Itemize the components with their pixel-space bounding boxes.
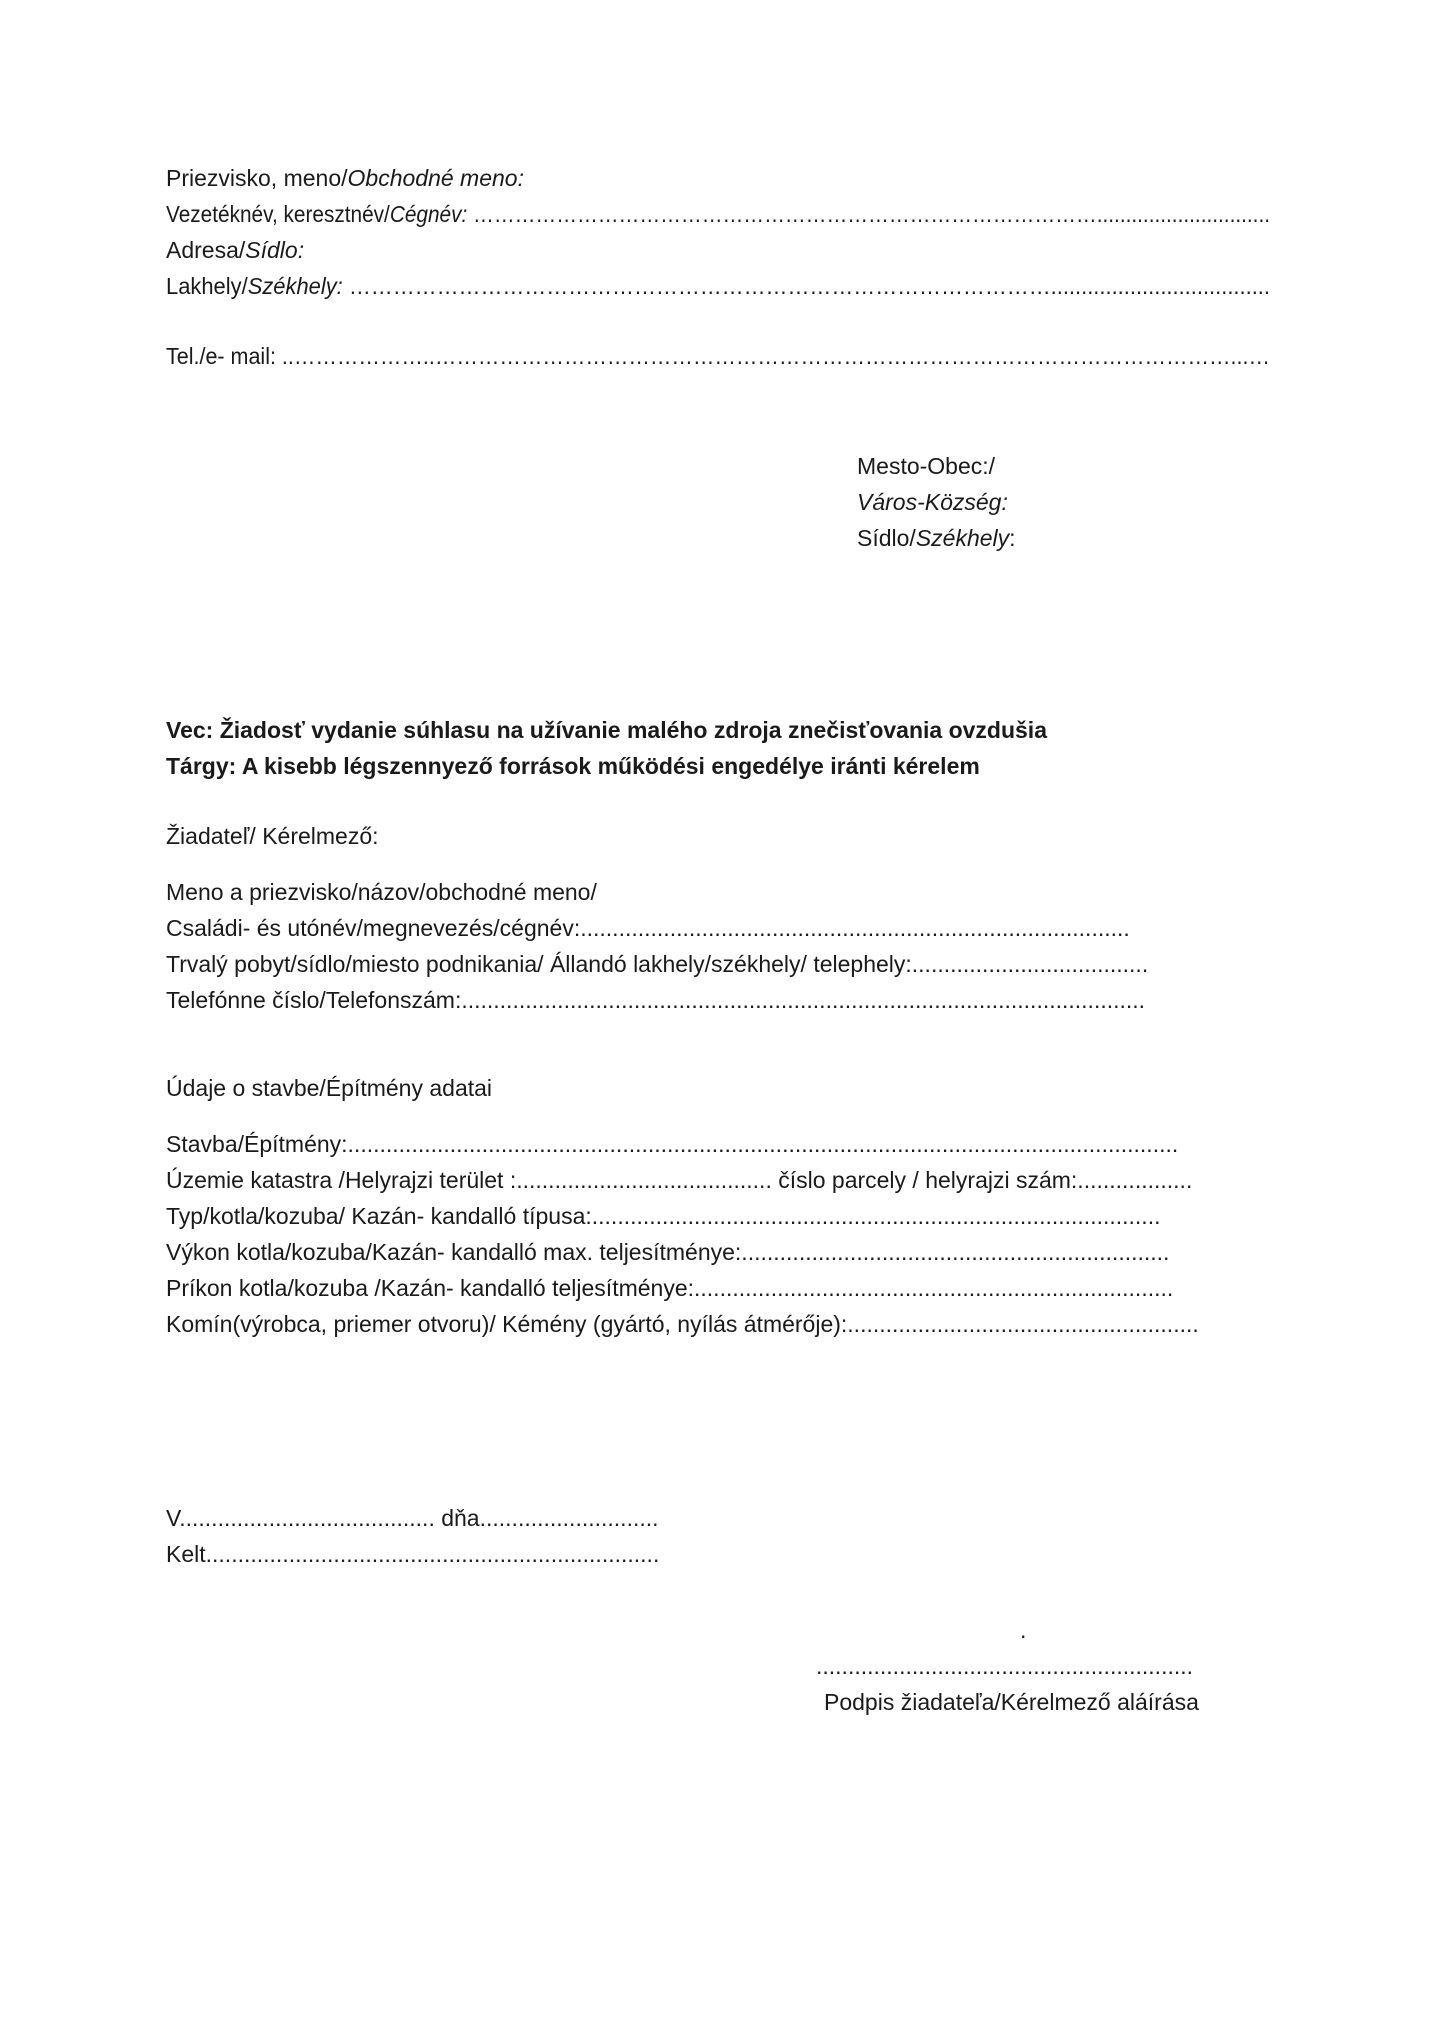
chimney-field: Komín(výrobca, priemer otvoru)/ Kémény (gyártó, nyílás átmérője):....................................................... <box>166 1311 1199 1337</box>
boiler-input-field: Príkon kotla/kozuba /Kazán- kandalló teljesítménye:........................................................................... <box>166 1275 1174 1301</box>
recipient-seat: Sídlo/Székhely: <box>857 525 1016 551</box>
subject-hu: Tárgy: A kisebb légszennyező források működési engedélye iránti kérelem <box>166 753 980 779</box>
applicant-heading: Žiadateľ/ Kérelmező: <box>166 823 379 849</box>
applicant-residence-field: Trvalý pobyt/sídlo/miesto podnikania/ Állandó lakhely/székhely/ telephely:..................................... <box>166 951 1149 977</box>
address-label-line: Adresa/Sídlo: <box>166 237 305 263</box>
tel-fill-dots: ..………………..…………………………………………………………………………………………………...… <box>281 343 1270 369</box>
issued-field: Kelt....................................................................... <box>166 1541 660 1567</box>
residence-fill-dots: …………………………………………………………………………………….................................... <box>342 273 1270 299</box>
subject-sk: Vec: Žiadosť vydanie súhlasu na užívanie malého zdroja znečisťovania ovzdušia <box>166 717 1047 743</box>
applicant-phone-field: Telefónne číslo/Telefonszám:........................................................................................................... <box>166 987 1146 1013</box>
name-fill-dots: ……………………………………………………………………………….............................. <box>467 201 1271 227</box>
recipient-municipality-hu: Város-Község: <box>857 489 1008 515</box>
tel-email-line: Tel./e- mail: ..………………..…………………………………………………………………………………………………...… <box>166 343 1270 369</box>
cadastral-field: Územie katastra /Helyrajzi terület :........................................ číslo parcely / helyrajzi szám:.................. <box>166 1167 1193 1193</box>
residence-label-line: Lakhely/Székhely: …………………………………………………………………………………….................................... <box>166 273 1270 299</box>
applicant-name-field: Családi- és utónév/megnevezés/cégnév:...................................................................................... <box>166 915 1130 941</box>
place-date-field: V........................................ dňa............................ <box>166 1505 659 1531</box>
boiler-output-field: Výkon kotla/kozuba/Kazán- kandalló max. teljesítménye:................................................................... <box>166 1239 1170 1265</box>
building-heading: Údaje o stavbe/Építmény adatai <box>166 1075 493 1101</box>
name-label-line: Priezvisko, meno/Obchodné meno: <box>166 165 524 191</box>
applicant-name-label: Meno a priezvisko/názov/obchodné meno/ <box>166 879 597 905</box>
building-field: Stavba/Építmény:.................................................................................................................................. <box>166 1131 1179 1157</box>
signature-dot: . <box>1020 1617 1027 1643</box>
signature-label: Podpis žiadateľa/Kérelmező aláírása <box>824 1689 1199 1715</box>
boiler-type-field: Typ/kotla/kozuba/ Kazán- kandalló típusa:......................................................................................... <box>166 1203 1161 1229</box>
recipient-municipality: Mesto-Obec:/ <box>857 453 996 479</box>
name-label-hu-line: Vezetéknév, keresztnév/Cégnév: ……………………………………………………………………………….............................. <box>166 201 1271 227</box>
signature-line: ........................................................... <box>816 1653 1194 1679</box>
